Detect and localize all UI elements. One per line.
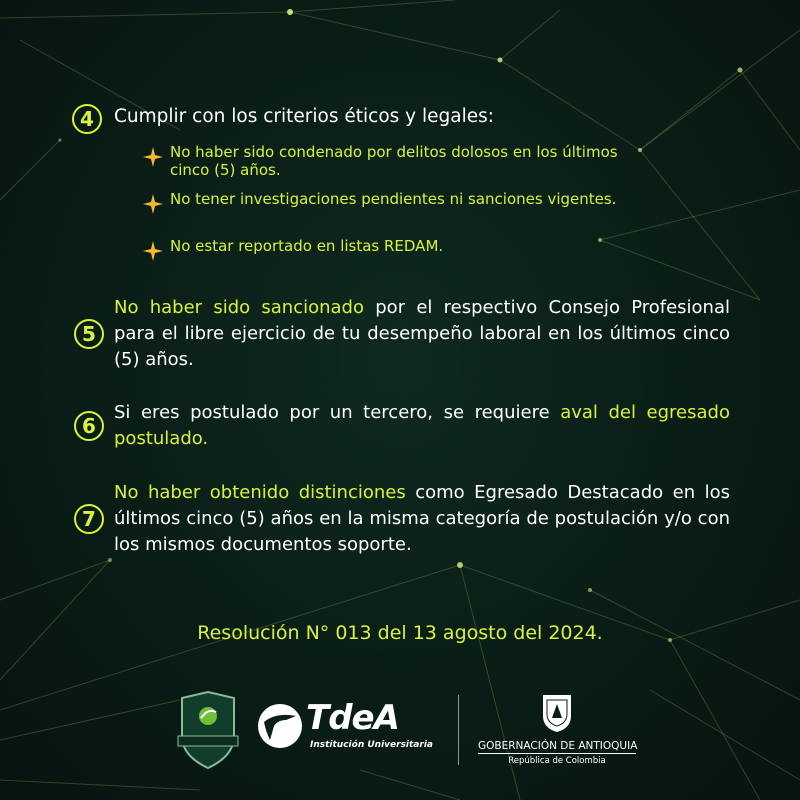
sparkle-icon xyxy=(143,194,163,214)
number-badge-5: 5 xyxy=(74,319,104,349)
sparkle-icon xyxy=(143,241,163,261)
number-badge-4: 4 xyxy=(72,104,102,134)
bullet-text: No haber sido condenado por delitos dolosos en los últimos cinco (5) años. xyxy=(170,143,618,179)
highlight-text: aval del egresado postulado. xyxy=(114,402,730,449)
tdea-logo-text: TdeA xyxy=(306,698,399,738)
antioquia-seal-icon xyxy=(540,692,574,734)
body-text: Si eres postulado por un tercero, se requiere xyxy=(114,402,561,423)
criterion-4-heading: Cumplir con los criterios éticos y legales: xyxy=(114,106,494,127)
criterion-7-text xyxy=(114,480,730,558)
criterion-6-text xyxy=(114,400,730,452)
criterion-5-text xyxy=(114,295,730,373)
number-badge-6: 6 xyxy=(74,411,104,441)
criterion-5 xyxy=(74,295,730,373)
gobernacion-subtitle: República de Colombia xyxy=(508,756,606,766)
number-badge-7: 7 xyxy=(74,504,104,534)
criterion-7 xyxy=(74,480,730,558)
footer-logos xyxy=(0,690,800,780)
logo-divider xyxy=(458,695,459,765)
body-text: como Egresado Destacado en los últimos cinco (5) años en la misma categoría de postulación y/o con los mismos documentos soporte. xyxy=(114,482,730,555)
egresados-shield-logo xyxy=(176,690,240,770)
gobernacion-title: GOBERNACIÓN DE ANTIOQUIA xyxy=(478,740,638,752)
tdea-mark-icon xyxy=(256,702,304,750)
resolution-text: Resolución N° 013 del 13 agosto del 2024. xyxy=(197,622,603,644)
highlight-text: No haber sido sancionado xyxy=(114,297,364,318)
bullet-text: No estar reportado en listas REDAM. xyxy=(170,237,444,255)
tdea-subtitle: Institución Universitaria xyxy=(310,740,433,750)
bullet-text: No tener investigaciones pendientes ni sanciones vigentes. xyxy=(170,190,617,208)
criterion-6 xyxy=(74,400,730,452)
highlight-text: No haber obtenido distinciones xyxy=(114,482,406,503)
sparkle-icon xyxy=(143,147,163,167)
body-text: por el respectivo Consejo Profesional para el libre ejercicio de tu desempeño laboral en los últimos cinco (5) años. xyxy=(114,297,730,370)
